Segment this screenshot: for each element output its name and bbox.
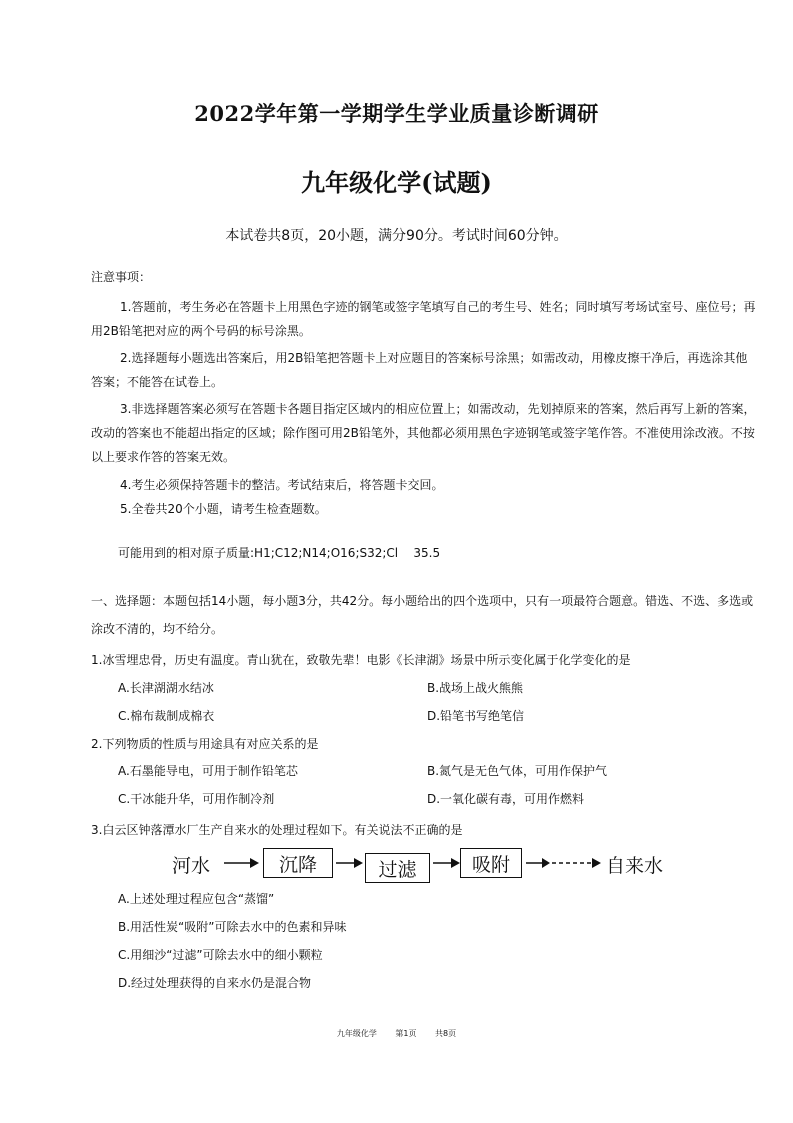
question-3-option-b: B.用活性炭“吸附”可除去水中的色素和异味 [118,920,347,934]
footer-page-number: 第1页 [395,1029,417,1038]
flow-arrow-icon [222,855,260,871]
flow-start-river-water: 河水 [172,855,211,877]
flow-end-tap-water: 自来水 [606,855,664,877]
question-1-option-d: D.铅笔书写绝笔信 [427,709,525,723]
question-2-option-a: A.石墨能导电，可用于制作铅笔芯 [118,764,298,778]
exam-subject: 九年级化学(试题) [301,168,492,197]
atomic-mass-line: 可能用到的相对原子质量:H1;C12;N14;O16;S32;Cl 35.5 [118,546,441,560]
flow-step-sedimentation: 沉降 [263,848,333,878]
footer-subject: 九年级化学 [336,1029,377,1038]
question-2-option-b: B.氮气是无色气体，可用作保护气 [427,764,608,778]
question-3-stem: 3.白云区钟落潭水厂生产自来水的处理过程如下。有关说法不正确的是 [91,823,463,837]
question-1-option-c: C.棉布裁制成棉衣 [118,709,215,723]
question-2-stem: 2.下列物质的性质与用途具有对应关系的是 [91,737,319,751]
notice-item-2: 2.选择题每小题选出答案后，用2B铅笔把答题卡上对应题目的答案标号涂黑；如需改动，用橡皮擦干净后，再选涂其他答案；不能答在试卷上。 [91,351,748,389]
section-1-intro: 一、选择题：本题包括14小题，每小题3分，共42分。每小题给出的四个选项中，只有一项最符合题意。错选、不选、多选或涂改不清的，均不给分。 [91,594,754,636]
notice-item-3: 3.非选择题答案必须写在答题卡各题目指定区域内的相应位置上；如需改动，先划掉原来的答案，然后再写上新的答案，改动的答案也不能超出指定的区域；除作图可用2B铅笔外，其他都必须用黑色字迹钢笔或签字笔作答。不准使用涂改液。不按以上要求作答的答案无效。 [91,402,756,464]
flow-arrow-icon [334,855,364,871]
flow-arrow-icon [431,855,461,871]
question-1-stem: 1.冰雪埋忠骨，历史有温度。青山犹在，致敬先辈！电影《长津湖》场景中所示变化属于化学变化的是 [91,653,631,667]
question-3-option-c: C.用细沙“过滤”可除去水中的细小颗粒 [118,948,323,962]
water-treatment-flow [172,843,672,885]
notice-item-5: 5.全卷共20个小题，请考生检查题数。 [120,502,327,516]
question-3-option-d: D.经过处理获得的自来水仍是混合物 [118,976,312,990]
question-3-option-a: A.上述处理过程应包含“蒸馏” [118,892,275,906]
flow-dashed-arrow-icon [524,855,604,871]
notice-item-1: 1.答题前，考生务必在答题卡上用黑色字迹的钢笔或签字笔填写自己的考生号、姓名；同时填写考场试室号、座位号；再用2B铅笔把对应的两个号码的标号涂黑。 [91,300,756,338]
flow-step-adsorption: 吸附 [460,848,522,878]
page-footer [0,1028,793,1039]
notice-item-4: 4.考生必须保持答题卡的整洁。考试结束后，将答题卡交回。 [120,478,444,492]
exam-summary: 本试卷共8页，20小题，满分90分。考试时间60分钟。 [225,228,568,244]
question-2-option-d: D.一氧化碳有毒，可用作燃料 [427,792,585,806]
footer-total-pages: 共8页 [435,1029,457,1038]
flow-step-filtration: 过滤 [365,853,430,883]
notice-heading: 注意事项： [91,270,152,284]
question-1-option-b: B.战场上战火熊熊 [427,681,524,695]
question-2-option-c: C.干冰能升华，可用作制冷剂 [118,792,275,806]
exam-title: 2022学年第一学期学生学业质量诊断调研 [194,101,599,126]
question-1-option-a: A.长津湖湖水结冰 [118,681,214,695]
